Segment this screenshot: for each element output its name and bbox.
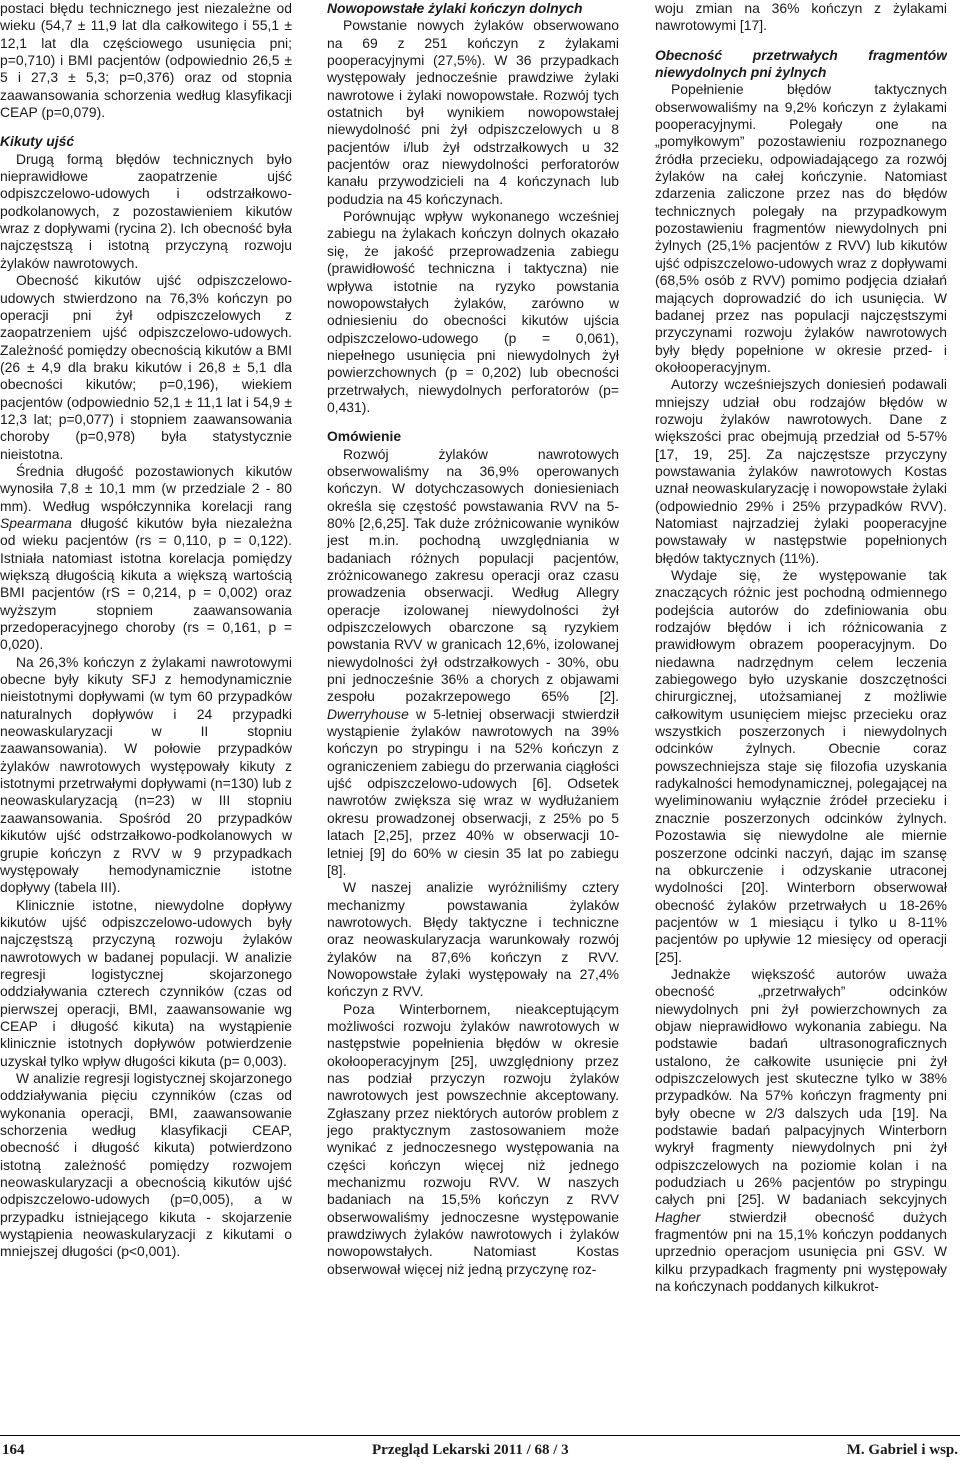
section-subheading: Kikuty ujść [0,133,75,150]
body-paragraph: Popełnienie błędów taktycznych obserwowaliśmy na 9,2% kończyn z żylakami pooperacyjnymi. Polegały one na „pomyłkowym” pozostawieniu rozpoznanego źródła przecieku, odpowiadającego za rozwój żylaków na całej kończynie. Natomiast zdarzenia zaliczone przez nas do błędów technicznych polegały na przypadkowym pozostawieniu fragmentów niewydolnych pni żylnych (25,1% pacjentów z RVV) lub kikutów ujść odpiszczelowo-udowych wraz z dopływami (68,5% osób z RVV) pomimo podjęcia działań mających doprowadzić do ich usunięcia. W badanej przez nas populacji najczęstszymi przyczynami rozwoju żylaków nawrotowych były błędy popełnione w okresie przed- i okołooperacyjnym. [655,81,947,375]
body-paragraph: Wydaje się, że występowanie tak znaczących różnic jest pochodną odmiennego podejścia autorów do zdefiniowania obu rodzajów błędów i ich różnicowania z prawidłowym obrazem pooperacyjnym. Do niedawna nadrzędnym celem leczenia zabiegowego było uzyskanie doszczętności chirurgicznej, utożsamianej z możliwie całkowitym usunięciem miejsc przecieku oraz wszystkich poszerzonych i niewydolnych odcinków żylnych. Obecnie coraz powszechniejsza staje się filozofia uzyskania radykalności hemodynamicznej, polegającej na wyeliminowaniu wyłącznie źródeł przecieku i znacznie poszerzonych odcinków żylnych. Pozostawia się niewydolne ale miernie poszerzone odcinki naczyń, dając im szansę na obkurczenie i odzyskanie utraconej wydolności [20]. Winterborn obserwował obecność żylaków przetrwałych u 18-26% pacjentów w 1 miesiącu i tylko u 8-11% pacjentów po upływie 12 miesięcy od operacji [25]. [655,567,947,965]
body-paragraph: Średnia długość pozostawionych kikutów wynosiła 7,8 ± 10,1 mm (w przedziale 2 - 80 mm). Według współczynnika korelacji rang Spearmana długość kikutów była niezależna od wieku pacjentów (rs = 0,110, p = 0,122). Istniała natomiast istotna korelacja pomiędzy większą długością kikuta a większą wartością BMI pacjentów (rS = 0,214, p = 0,002) oraz wyższym stopniem zaawansowania przedoperacyjnego choroby (rs = 0,161, p = 0,020). [0,462,292,653]
body-paragraph: Rozwój żylaków nawrotowych obserwowaliśmy na 36,9% operowanych kończyn. W dotychczasowych doniesieniach określa się częstość powstawania RVV na 5-80% [2,6,25]. Tak duże zróżnicowanie wyników jest m.in. pochodną uwzględniania w badaniach różnych populacji pacjentów, zróżnicowanego zakresu operacji oraz czasu prowadzenia obserwacji. Według Allegry operacje izolowanej niewydolności żył odpiszczelowych obarczone są ryzykiem powstania RVV w granicach 12,6%, izolowanej niewydolności żył odstrzałkowych - 30%, obu pni jednocześnie 36% a chorych z objawami zespołu pozakrzepowego 65% [2]. Dwerryhouse w 5-letniej obserwacji stwierdził wystąpienie żylaków nawrotowych na 39% kończyn po strypingu i na 52% kończyn z ograniczeniem zabiegu do przerwania ciągłości ujść odpiszczelowo-udowych [6]. Odsetek nawrotów zwiększa się wraz w wydłużaniem okresu prowadzonej obserwacji, z 25% po 5 latach [2,25], przez 40% w obserwacji 10-letniej [9] do 60% w ciesin 35 lat po zabiegu [8]. [327,445,619,878]
running-authors: M. Gabriel i wsp. [846,1442,958,1458]
body-paragraph: postaci błędu technicznego jest niezależne od wieku (54,7 ± 11,9 lat dla całkowitego i 55,1 ± 12,1 lat dla częściowego usunięcia pni; p=0,710) i BMI pacjentów (odpowiednio 26,5 ± 5 i 27,3 ± 5,3; p=0,376) oraz od stopnia zaawansowania schorzenia według klasyfikacji CEAP (p=0,079). [0,0,292,121]
body-paragraph: W analizie regresji logistycznej skojarzonego oddziaływania pięciu czynników (czas od wykonania operacji, BMI, zaawansowanie schorzenia według klasyfikacji CEAP, obecność i długość kikuta) potwierdzono istotną zależność pomiędzy rozwojem neowaskularyzacji a obecnością kikutów ujść odpiszczelowo-udowych (p=0,005), a w przypadku istniejącego kikuta - skojarzenie wystąpienia neowaskularyzacji z kikutami o mniejszej długości (p<0,001). [0,1069,292,1260]
body-paragraph: Powstanie nowych żylaków obserwowano na 69 z 251 kończyn z żylakami pooperacyjnymi (27,5%). W 36 przypadkach występowały jednocześnie prawdziwe żylaki nawrotowe i żylaki nowopowstałe. Rozwój tych ostatnich był wynikiem nowopowstałej niewydolność pni żył odpiszczelowych u 8 pacjentów i/lub żył odstrzałkowych u 32 pacjentów oraz niewydolności perforatorów kanału przywodzicieli na 4 kończynach lub podudzia na 45 kończynach. [327,17,619,207]
body-paragraph: Drugą formą błędów technicznych było nieprawidłowe zaopatrzenie ujść odpiszczelowo-udowych i odstrzałkowo-podkolanowych, z pozostawieniem kikutów wraz z dopływami (rycina 2). Ich obecność była najczęstszą i istotną przyczyną rozwoju żylaków nawrotowych. [0,150,292,271]
column-left [0,0,292,1432]
body-paragraph: Porównując wpływ wykonanego wcześniej zabiegu na żylakach kończyn dolnych okazało się, że jakość przeprowadzenia zabiegu (prawidłowość techniczna i taktyczna) nie wpływa istotnie na ryzyko powstania nowopowstałych żylaków, zarówno w odniesieniu do obecności kikutów ujścia odpiszczelowo-udowego (p = 0,061), niepełnego usunięcia pni niewydolnych żył powierzchownych (p = 0,202) lub obecności przetrwałych, niewydolnych perforatorów (p= 0,431). [327,208,619,415]
section-subheading: Obecność przetrwałych fragmentów niewydolnych pni żylnych [655,46,947,81]
body-paragraph: W naszej analizie wyróżniliśmy cztery mechanizmy powstawania żylaków nawrotowych. Błędy taktyczne i techniczne oraz neowaskularyzacja warunkowały rozwój żylaków na 87,6% kończyn z RVV. Nowopowstałe żylaki występowały na 27,4% kończyn z RVV. [327,879,619,1000]
section-subheading: Nowopowstałe żylaki kończyn dolnych [327,0,583,16]
body-paragraph: woju zmian na 36% kończyn z żylakami nawrotowymi [17]. [655,0,947,34]
body-paragraph: Poza Winterbornem, nieakceptującym możliwości rozwoju żylaków nawrotowych w następstwie popełnienia błędów w okresie okołooperacyjnym [25], uwzględniony przez nas podział przyczyn rozwoju żylaków nawrotowych jest powszechnie akceptowany. Zgłaszany przez niektórych autorów problem z jego praktycznym zastosowaniem może wynikać z jednoczesnego występowania na części kończyn więcej niż jednego mechanizmu rozwoju RVV. W naszych badaniach na 15,5% kończyn z RVV obserwowaliśmy jednoczesne występowanie prawdziwych żylaków nawrotowych i żylaków nowopowstałych. Natomiast Kostas obserwował więcej niż jedną przyczynę roz- [327,1000,619,1277]
page-number: 164 [2,1442,25,1458]
section-heading: Omówienie [327,428,402,445]
footer-divider [0,1435,960,1436]
body-paragraph: Na 26,3% kończyn z żylakami nawrotowymi obecne były kikuty SFJ z hemodynamicznie nieistotnymi dopływami (w tym 60 przypadków naturalnych dopływów i 24 przypadki neowaskularyzacji w II stopniu zaawansowania). W połowie przypadków żylaków nawrotowych występowały kikuty z istotnymi przetrwałymi dopływami (n=130) lub z neowaskularyzacją (n=23) w III stopniu zaawansowania. Spośród 20 przypadków kikutów ujść odstrzałkowo-podkolanowych w grupie kończyn z RVV w 9 przypadkach występowały hemodynamicznie istotne dopływy (tabela III). [0,653,292,896]
body-paragraph: Jednakże większość autorów uważa obecność „przetrwałych” odcinków niewydolnych pni żył powierzchownych za objaw nieprawidłowo wykonania zabiegu. Na podstawie badań ultrasonograficznych ustalono, że całkowite usunięcie pni żył odpiszczelowych jest skuteczne tylko w 38% przypadków. Na 57% kończyn fragmenty pni były obecne w 2/3 dalszych uda [19]. Na podstawie badań palpacyjnych Winterborn wykrył fragmenty niewydolnych pni żył odpiszczelowych na poziomie kolan i na podudziach u 26% pacjentów po strypingu całych pni [25]. W badaniach sekcyjnych Hagher stwierdził obecność dużych fragmentów pni na 15,1% kończyn poddanych uprzednio operacjom usunięcia pni GSV. W kilku przypadkach fragmenty pni występowały na kończynach poddanych kilkukrot- [655,965,947,1295]
column-middle [327,0,619,1432]
body-paragraph: Obecność kikutów ujść odpiszczelowo-udowych stwierdzono na 76,3% kończyn po operacji pni żył odpiszczelowych z zaopatrzeniem ujść odpiszczelowo-udowych. Zależność pomiędzy obecnością kikutów a BMI (26 ± 4,9 dla braku kikutów i 26,8 ± 5,1 dla obecności kikutów; p=0,196), wiekiem pacjentów (odpowiednio 52,1 ± 11,1 lat i 54,9 ± 12,3 lat; p=0,077) i stopniem zaawansowania choroby (p=0,978) była statystycznie nieistotna. [0,272,292,462]
body-paragraph: Autorzy wcześniejszych doniesień podawali mniejszy udział obu rodzajów błędów w rozwoju żylaków nawrotowych. Dane z większości prac obejmują przedział od 5-57% [17, 19, 25]. Za najczęstsze przyczyny powstawania żylaków nawrotowych Kostas uznał neowaskularyzację i nowopowstałe żylaki (odpowiednio 29% i 25% przypadków RVV). Natomiast najrzadziej żylaki pooperacyjne powstawały w następstwie popełnionych błędów taktycznych (11%). [655,376,947,566]
column-right [655,0,947,1432]
body-paragraph: Klinicznie istotne, niewydolne dopływy kikutów ujść odpiszczelowo-udowych były najczęstszą przyczyną rozwoju żylaków nawrotowych w badanej populacji. W analizie regresji logistycznej skojarzonego oddziaływania czterech czynników (czas od pierwszej operacji, BMI, zaawansowanie wg CEAP i długość kikuta) na wystąpienie klinicznie istotnych dopływów potwierdzenie uzyskał tylko wpływ długości kikuta (p= 0,003). [0,896,292,1069]
journal-citation: Przegląd Lekarski 2011 / 68 / 3 [372,1442,569,1458]
